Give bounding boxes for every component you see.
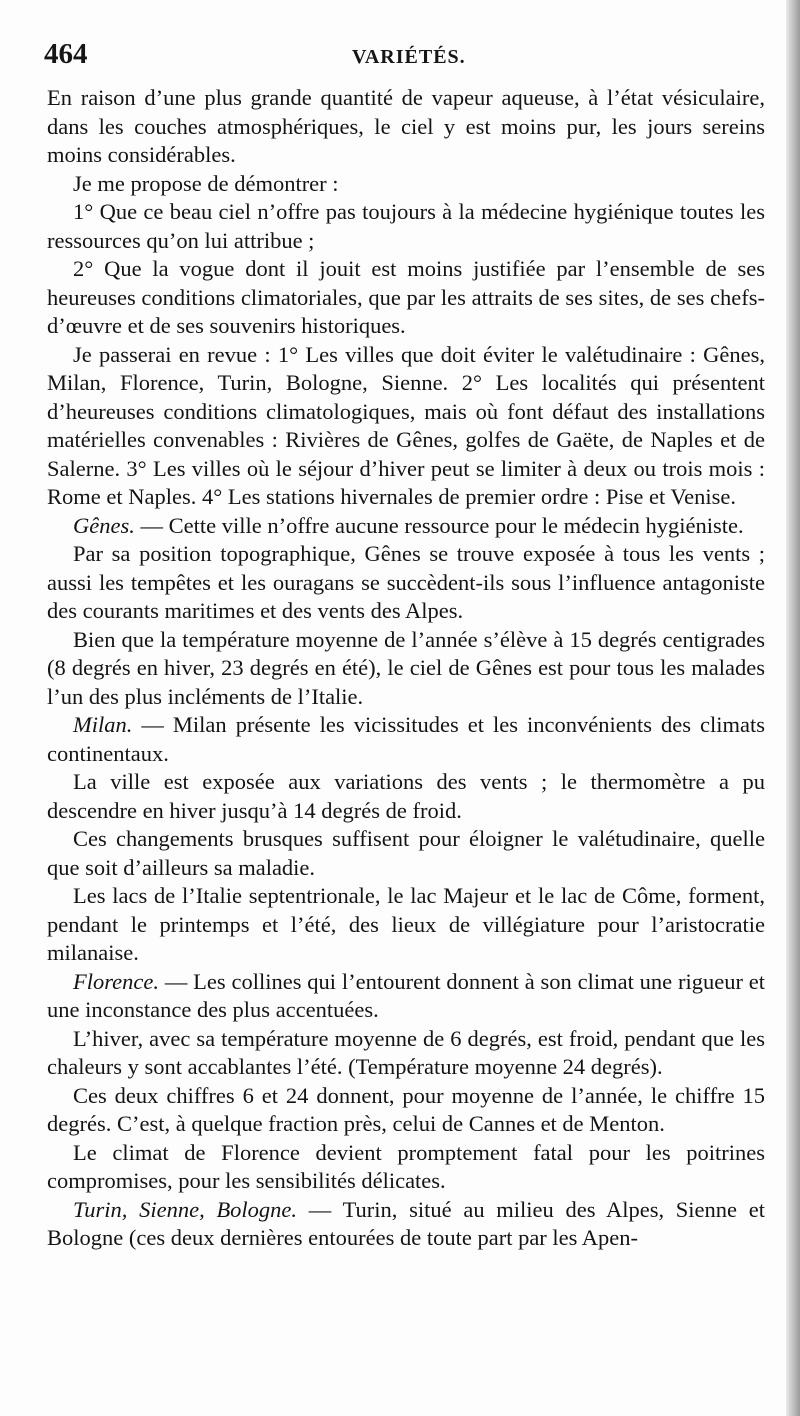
paragraph-genes-temperature: Bien que la température moyenne de l’année s’élève à 15 degrés centigrades (8 degrés en hiver, 23 degrés en été), le ciel de Gênes est pour tous les malades l’un des plus incléments de l’Italie. [47,626,765,709]
running-title: VARIÉTÉS. [352,46,466,68]
section-heading-florence: Florence. [73,968,160,994]
section-heading-genes: Gênes. [73,512,135,538]
section-lead-turin: — Turin, situé au milieu des Alpes, Sienne et Bologne (ces deux dernières entourées de toute part par les Apen- [47,1196,765,1250]
paragraph-florence-figures: Ces deux chiffres 6 et 24 donnent, pour moyenne de l’année, le chiffre 15 degrés. C’est, à quelque fraction près, celui de Cannes et de Menton. [47,1082,765,1136]
section-lead-genes: — Cette ville n’offre aucune ressource pour le médecin hygiéniste. [134,512,744,538]
section-genes [47,512,765,541]
section-milan [47,711,765,768]
section-heading-turin: Turin, Sienne, Bologne. [73,1196,298,1222]
body-text [47,84,765,1253]
paragraph-proposal: Je me propose de démontrer : [73,170,339,196]
section-turin [47,1196,765,1253]
running-head [44,38,754,78]
paragraph-intro: En raison d’une plus grande quantité de vapeur aqueuse, à l’état vésiculaire, dans les couches atmosphériques, le ciel y est moins pur, les jours sereins moins considérables. [47,85,765,167]
page-number: 464 [44,38,88,70]
paragraph-review-plan: Je passerai en revue : 1° Les villes que doit éviter le valétudinaire : Gênes, Milan, Florence, Turin, Bologne, Sienne. 2° Les localités qui présentent d’heureuses conditions climatologiques, mais où font défaut des installations matérielles convenables : Rivières de Gênes, golfes de Gaëte, de Naples et de Salerne. 3° Les villes où le séjour d’hiver peut se limiter à deux ou trois mois : Rome et Naples. 4° Les stations hivernales de premier ordre : Pise et Venise. [47,341,765,509]
section-lead-milan: — Milan présente les vicissitudes et les inconvénients des climats continentaux. [47,712,765,766]
paragraph-milan-winds: La ville est exposée aux variations des vents ; le thermomètre a pu descendre en hiver jusqu’à 14 degrés de froid. [47,769,765,823]
paragraph-milan-changes: Ces changements brusques suffisent pour éloigner le valétudinaire, quelle que soit d’ailleurs sa maladie. [47,826,765,880]
section-florence [47,968,765,1025]
paragraph-milan-lakes: Les lacs de l’Italie septentrionale, le lac Majeur et le lac de Côme, forment, pendant le printemps et l’été, des lieux de villégiature pour l’aristocratie milanaise. [47,883,765,965]
paragraph-florence-winter: L’hiver, avec sa température moyenne de 6 degrés, est froid, pendant que les chaleurs y sont accablantes l’été. (Température moyenne 24 degrés). [47,1025,765,1079]
paragraph-point-2: 2° Que la vogue dont il jouit est moins justifiée par l’ensemble de ses heureuses conditions climatoriales, que par les attraits de ses sites, de ses chefs-d’œuvre et de ses souvenirs historiques. [47,256,765,338]
section-heading-milan: Milan. [73,712,133,737]
paragraph-florence-climate: Le climat de Florence devient promptement fatal pour les poitrines compromises, pour les sensibilités délicates. [47,1139,765,1193]
section-lead-florence: — Les collines qui l’entourent donnent à son climat une rigueur et une inconstance des plus accentuées. [47,968,765,1022]
paragraph-point-1: 1° Que ce beau ciel n’offre pas toujours à la médecine hygiénique toutes les ressources qu’on lui attribue ; [47,199,765,253]
paragraph-genes-position: Par sa position topographique, Gênes se trouve exposée à tous les vents ; aussi les tempêtes et les ouragans se succèdent-ils sous l’influence antagoniste des courants maritimes et des vents des Alpes. [47,541,765,623]
